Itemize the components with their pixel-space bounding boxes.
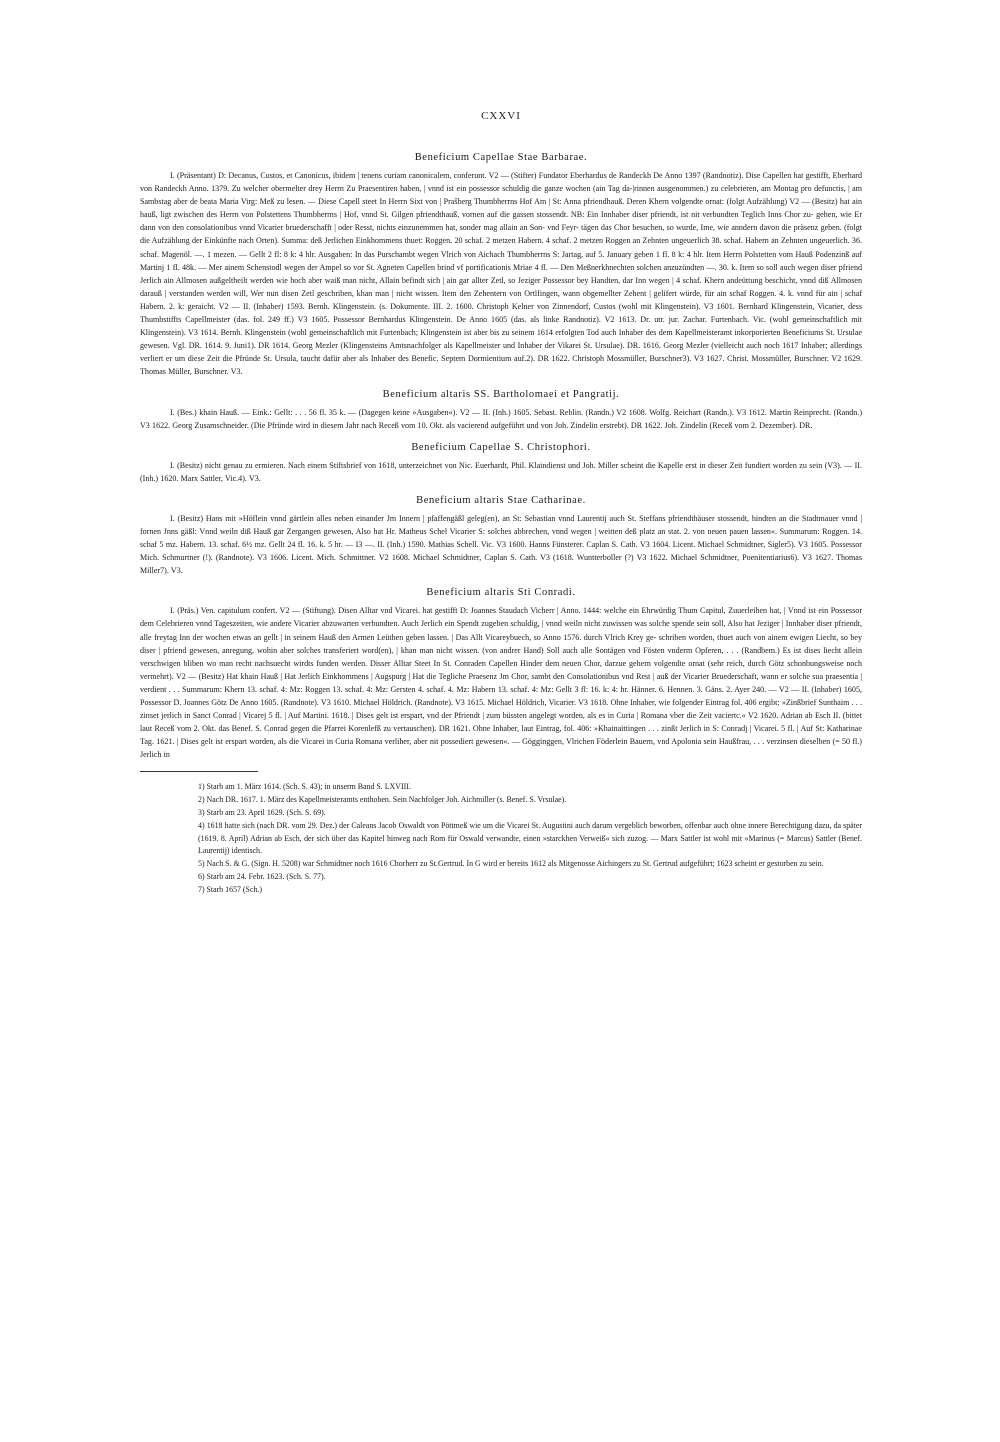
section-body: I. (Besitz) nicht genau zu ermieren. Nach einem Stiftsbrief von 1618, unterzeichnet von Nic. Euerhardt, Phil. Klaindienst und Joh. Miller scheint die Kapelle erst in dieser Zeit fundiert worden zu sein (V3). — II. (Inh.) 1620. Marx Sattler, Vic.4). V3. [140, 460, 862, 483]
section-bartholomaei [140, 389, 862, 432]
footnote: 5) Nach S. & G. (Sign. H. 5208) war Schmidtner noch 1616 Chorherr zu St.Gertrud. In G wird er bereits 1612 als Mitgenosse Aichingers zu St. Gertrud aufgeführt; 1623 scheint er gestorben zu sein. [198, 859, 824, 869]
section-heading: Beneficium Capellae Stae Barbarae. [414, 152, 588, 163]
section-body: I. (Präs.) Ven. capitulum confert. V2 — (Stiftung). Disen Alltar vnd Vicarei. hat gestifft D: Joannes Staudach Vicherr | Anno. 1444: welche ein Ehrwürdig Thum Capitul, Zuuerleihen hat, | Vnnd ist ein Possessor dem Celebrieren vnnd Tageszeiten, wie andere Vicarier abzuwarten verbundten. Auch Jerlich ein Spendt zugeben schuldig, | vnnd weiln nicht zuwissen was solche spende sein soll, Also hat Jeziger | Innhaber diser pfriendt, alle freytag Inn der wochen etwas an gellt | in seinem Hauß den Armen Leüthen geben lassen. | Das Allt Vicareybuech, so Anno 1576. durch Vlrich Krey ge- schriben worden, thuet auch von ainem ewigen Liecht, so bey diser | pfriend gewesen, anregung, wohin aber solches transferiert word(en), | khan man nicht wissen. (von andrer Hand) Soll auch alle Sontägen vnd Fösten vnderm Opferen, . . . (Randbem.) Es ist dises liecht allein verschwigen bliben wo man recht nachsuecht wirdts funden werden. Disser Alltar Steet In St. Conraden Capellen Hinder dem neuen Chor, darzue gehern volgendte ornat (sehr reich, durch Götz schonbungsweise noch vermehrt). V2 — (Besitz) Hat khain Hauß | Hat Jerlich Einkhommens | Augspurg | Hat die Tegliche Praesenz Jm Chor, sambt den Consolationibus vnd Rest | auß der Vicarier Bruederschaft, wann er solche sua praesentia | verdient . . . Summarum: Khern 13. schaf. 4: Mz: Roggen 13. schaf. 4: Mz: Gersten 4. schaf. 4. Mz: Habern 13. schaf. 4: Mz: Gellt 3 fl: 16. k: 4: hr. Hänner. 6. Hennen. 3. Gäns. 2. Ayer 240. — V2 — II. (Inhaber) 1605, Possessor D. Joannes Götz De Anno 1605. (Randnote). V3 1610. Michael Höldrich. (Randnote). V3 1615. Michael Höldrich, Vicarier. V3 1618. Ohne Inhaber, wie folgender Eintrag fol. 406 ergibt: »Zinßbrief Sunthaim . . . zinset jerlich in Sanct Conrad | Vicarej 5 fl. | Auf Martini. 1618. | Dises gelt ist erspart, vnd der Pfriendt | zum büssten angelegt worden, als es in Curia | Romana vber die Zeit vaciertc.« V2 1620. Adrian ab Esch II. (bittet laut Receß vom 2. Okt. das Benef. S. Conrad gegen die Pfarrei Korenlefß zu vertauschen). DR 1621. Ohne Inhaber, laut Eintrag, fol. 406: »Khainaittingen . . . zinßt Jerlich in S: Conradj | Vicarei. 5 fl. | Auf St: Katharinae Tag. 1621. | Dises gelt ist erspart worden, als die Vicarei in Curia Romana verliher, aber nit possediert gewesen«. — Gögginggen, Vlrichen Föderlein Bauern, vnd Apolonia sein Haußfrau, . . . verzinsen dieselben (= 50 fl.) Jerlich in [140, 606, 863, 760]
footnotes [140, 781, 862, 896]
section-barbara [140, 152, 862, 379]
section-catharinae [140, 495, 862, 577]
document-page [140, 110, 862, 897]
page-number: CXXVI [481, 110, 521, 122]
section-heading: Beneficium altaris Stae Catharinae. [416, 494, 586, 506]
footnote: 1) Starb am 1. März 1614. (Sch. S. 43); in unserm Band S. LXVIII. [198, 782, 411, 792]
section-christophori [140, 442, 862, 485]
section-body: I. (Bes.) khain Hauß. — Eink.: Gellt: . . . 56 fl. 35 k. — (Dagegen keine »Ausgaben«). V2 — II. (Inh.) 1605. Sebast. Reblin. (Randn.) V2 1608. Wolfg. Reichart (Randn.). V3 1612. Martin Reinprecht. (Randn.) V3 1622. Georg Zusamschneider. (Die Pfründe wird in diesem Jahr nach Receß vom 10. Okt. als vacierend aufgeführt und von Joh. Zindelin erstrebt). DR 1622. Joh. Zindelin (Receß vom 2. Dezember). DR. [140, 407, 862, 430]
section-body: I. (Besitz) Hans mit »Höflein vnnd gärtlein alles neben einander Jm Innern | pfaffengäßl geleg(en), an St: Sebastian vnnd Laurentij auch St. Steffans pfriendthäuser stossendt, hindten an die Stadtmauer vnnd | fornen Jnns gäßl: Vnnd weiln diß Hauß gar Zergangen gewesen, Also hat Hr. Matheus Schel Vicarier S: solches abbrechen, vnnd wegen | weitten deß platz an stat. 2. von neuen pauen lassen«. Summarum: Roggen. 14. schaf 5 mz. Habern. 13. schaf. 6½ mz. Gellt 24 fl. 16. k. 5 hr. — I3 —. II. (Inh.) 1590. Mathias Schell. Vic. V3 1600. Hanns Fünsterer. Caplan S. Cath. V3 1604. Licent. Michael Schmidtner, Sigler5). V3 1605. Possessor Mich. Schmurtner (!). (Randnote). V3 1606. Licent. Mich. Schmittner. V2 1608. Michael Schmidtner, Caplan S. Cath. V3 (1618. Wuntterboller (?) V3 1622. Michael Schmidtner, Poenitentiarius6). V3 1627. Thomas Miller7). V3. [140, 513, 862, 576]
section-conradi [140, 587, 862, 761]
footnote: 4) 1618 hatte sich (nach DR. vom 29. Dez.) der Caleans Jacob Oswaldt von Pöttmeß wie um die Vicarei St. Augustini auch darum vergeblich beworben, offenbar auch ohne innere Berechtigung dazu, da später (1619. 8. April) Adrian ab Esch, der sich über das Kapitel hinweg nach Rom für Oswald verwandte, einen »starckhen Verweiß« sich zuzog. — Marx Sattler ist wohl mit »Marinus (= Marcus) Sattler (Benef. Laurentij) identisch. [198, 820, 862, 856]
footnote: 7) Starb 1657 (Sch.) [198, 884, 262, 894]
footnote: 3) Starb am 23. April 1629. (Sch. S. 69). [198, 808, 326, 818]
section-heading: Beneficium altaris Sti Conradi. [426, 587, 576, 599]
footnote: 6) Starb am 24. Febr. 1623. (Sch. S. 77). [198, 872, 326, 882]
section-heading: Beneficium Capellae S. Christophori. [411, 441, 591, 453]
section-body: I. (Präsentant) D: Decanus, Custos, et Canonicus, ibidem | tenens curiam canonicalem, conferunt. V2 — (Stifter) Fundator Eberhardus de Randeckh De Anno 1397 (Randnotiz). Dise Capellen hat gestifft, Eberhard von Randeckh Anno. 1379. Zu welcher obermelter drey Herrn Zu Praesentiren haben, | vnnd ist ein possessor schuldig die ganze wochen (ain Tag da-|rinnen ausgenommen.) zu celebrieren, am Montag pro defunctis, | am Sambstag aber de beata Maria Virg: Meß zu lesen. — Diese Capell steet In Herrn Sixt von | Prašberg Thumbherrns Hof Am | St: Anna pfriendhauß. Deren Khern volgendte ornat: (folgt Aufzählung) V2 — (Besitz) hat ain hauß, ligt zwischen des Herrn von Polstettens Thumbherrns | Hof, vnnd St. Gilgen pfriendthauß, vornen auf die gassen stossendt. NB: Ein Innhaber diser pfriendt, ist nit verbundten Teglich Inns Chor zu- gehen, wie Er dann von den consolationibus vnnd Vicarier bruederschafft | oder Resst, nichts einzunemmen hat, sonder mag allain an Son- vnd Feyr- tägen das Chor besuchen, so wurde, Ime, wie anndern davon die präsenz geben. (folgt die Aufzählung der Einkünfte nach Orten). Summa: deß Jerlichen Einkhommens thuet: Roggen. 20 schaf. 2 metzen Habern. 4 schaf. 2 metzen Roggen an Zehnten ungeuerlich 38. schaf. Habern an Zehnten ungeuerlich. 36. schaf. Magenöl. —. 1 mezen. — Gellt 2 fl: 8 k: 4 hlr. Ausgaben: In das Purschambt wegen Vlrich von Aichach Thumbherrns S: Jartag, auf 5. January geben 1 fl. 8 k: 4 hlr. Item Herrn Polstetten vom Hauß Podenzinß auf Martinj 1 fl. 48k. — Mer ainem Schenstodl wegen der Ampel so vor St. Agneten Capellen brind vf portificationis Mriae 4 fl. — Den Meßnerkhnechten solchen anzuzündten —. 30. k. Item so soll auch wegen diser pfriend Jerlich ain Allmosen außgeltheilt werden wie hoch aber waiß man nicht, Allain befindt sich | ain gar allter Zetl, so Jeziger Possessor bey Handten, dar Inn wegen | 4 schaf. Khern andeüttung beschicht, vnnd diß Allmosen darauß | verstanden werden will, Wer nun disen Zetl geschriben, khan man | nicht wissen. Item den Zehentern von Ortlfingen, wann obgemellter Zehent | gelifert würde, für ain schaf Roggen. 4. k. vnnd für ain | schaf Habern. 2. k: geraicht. V2 — II. (Inhaber) 1593. Bernh. Klingenstein. (s. Dokumente. III. 2. 1600. Christoph Kelner von Zinnendorf, Custos (wohl mit Klingenstein). V3 1601. Bernhard Klingenstein, Vicarier, dess Thumbstiffts Capellmeister (das. fol. 249 ff.) V3 1605. Possessor Bernhardus Klingenstein. De Anno 1605 (das. als linke Randnotiz). V2 1613. Dr. utr. jur. Zachar. Furtenbach. Vic. (wohl gemeinschaftlich mit Klingenstein). V3 1614. Bernh. Klingenstein (wohl gemeinschaftlich mit Furtenbach; Klingenstein ist aber bis zu seinem 1614 erfolgten Tod auch Inhaber des dem Kapellmeisteramt inkorporierten Beneficiums St. Ursulae gewesen. Vgl. DR. 1614. 9. Juni1). DR 1614. Georg Mezler (Klingensteins Amtsnachfolger als Kapellmeister und Inhaber der Vikarei St. Ursulae). DR. 1616. Georg Mezler (vielleicht auch noch 1617 Inhaber; allerdings verliert er um diese Zeit die Pfründe St. Ursula, taucht dafür aber als Inhaber des Benefic. Septem Dormientium auf.2). DR 1622. Christoph Mossmüller, Burschner3). V3 1627. Christ. Mossmüller, Burschner. V2 1629. Thomas Müller, Burschner. V3. [140, 171, 862, 377]
footnote: 2) Nach DR. 1617. 1. März des Kapellmeisteramts enthoben. Sein Nachfolger Joh. Aichmiller (s. Benef. S. Vrsulae). [198, 795, 567, 805]
footnote-divider [140, 771, 258, 772]
section-heading: Beneficium altaris SS. Bartholomaei et Pangratij. [382, 388, 620, 400]
